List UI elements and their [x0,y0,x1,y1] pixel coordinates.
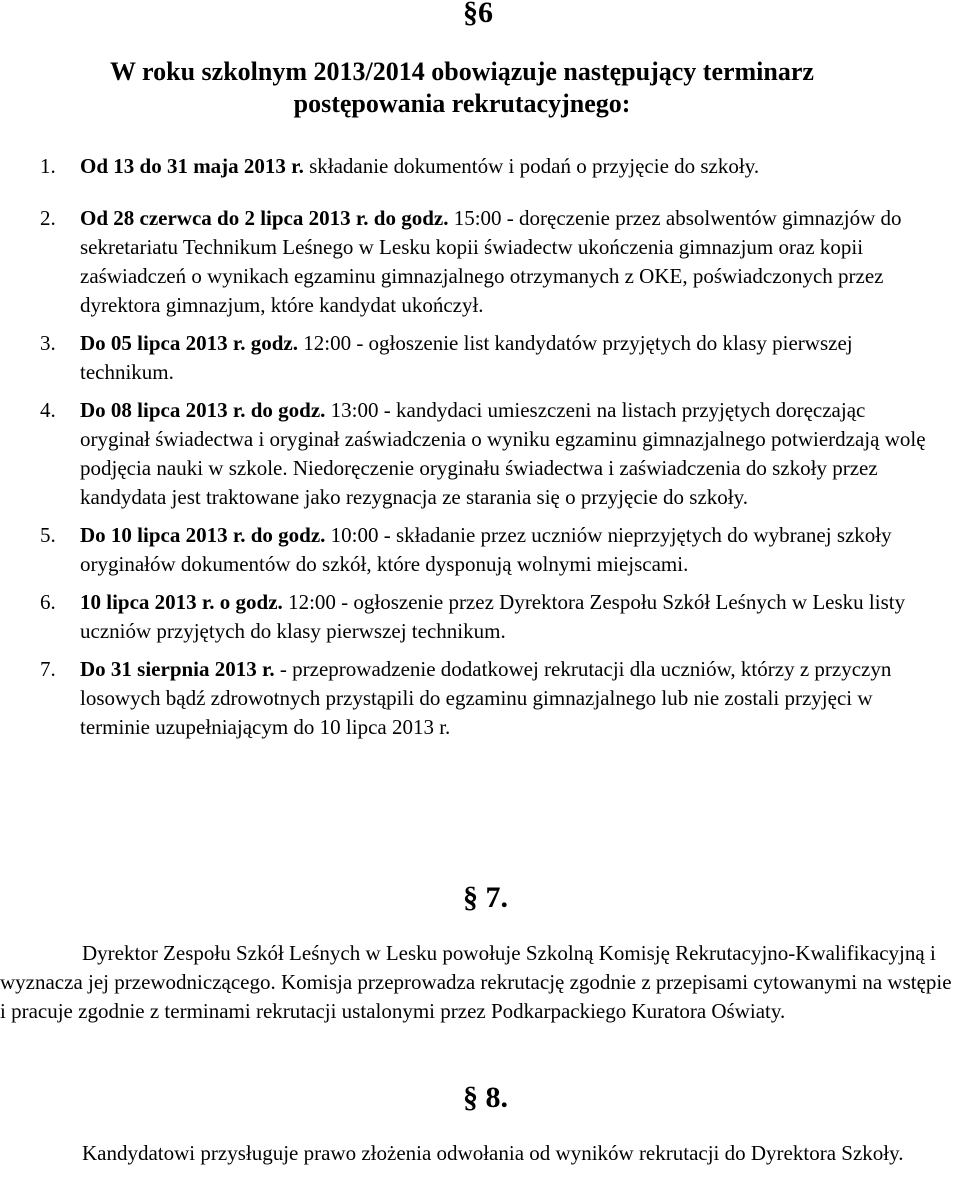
item-text [80,204,940,320]
item-description: 12:00 - ogłoszenie list kandydatów przyjętych do klasy pierwszej technikum. [80,331,853,384]
item-number: 6. [40,590,56,614]
section-8-text: Kandydatowi przysługuje prawo złożenia odwołania od wyników rekrutacji do Dyrektora Szkoły. [82,1141,904,1165]
item-date: Do 10 lipca 2013 r. do godz. [80,523,326,547]
item-date: Do 08 lipca 2013 r. do godz. [80,398,326,422]
schedule-item-2 [40,204,940,320]
item-date: Od 13 do 31 maja 2013 r. [80,154,304,178]
item-number: 1. [40,154,56,178]
item-number: 7. [40,657,56,681]
section-6-heading [82,56,842,120]
item-date: Do 31 sierpnia 2013 r. [80,657,275,681]
item-text [80,655,940,742]
section-6-symbol: §6 [463,0,493,29]
item-text [80,588,940,646]
section-8-paragraph [0,1139,955,1168]
item-number: 4. [40,398,56,422]
schedule-item-6 [40,588,940,646]
schedule-item-5 [40,521,940,579]
item-text [80,521,940,579]
item-number: 3. [40,331,56,355]
schedule-item-4 [40,396,940,512]
schedule-item-3 [40,329,940,387]
item-text [80,152,940,181]
item-description: 10:00 - składanie przez uczniów nieprzyjętych do wybranej szkoły oryginałów dokumentów do szkół, które dysponują wolnymi miejscami. [80,523,892,576]
item-date: 10 lipca 2013 r. o godz. [80,590,283,614]
item-description: 15:00 - doręczenie przez absolwentów gimnazjów do sekretariatu Technikum Leśnego w Lesku kopii świadectw ukończenia gimnazjum oraz kopii zaświadczeń o wynikach egzaminu gimnazjalnego otrzymanych z OKE, poświadczonych przez dyrektora gimnazjum, które kandydat ukończył. [80,206,902,317]
heading-line-1: W roku szkolnym 2013/2014 obowiązuje następujący terminarz [110,57,814,86]
item-number: 2. [40,206,56,230]
section-8-symbol: § 8. [463,1081,508,1114]
section-7-symbol: § 7. [463,881,508,914]
item-date: Od 28 czerwca do 2 lipca 2013 r. do godz. [80,206,449,230]
item-number: 5. [40,523,56,547]
section-7-text: Dyrektor Zespołu Szkół Leśnych w Lesku powołuje Szkolną Komisję Rekrutacyjno-Kwalifikacyjną i wyznacza jej przewodniczącego. Komisja przeprowadza rekrutację zgodnie z przepisami cytowanymi na wstępie i pracuje zgodnie z terminami rekrutacji ustalonymi przez Podkarpackiego Kuratora Oświaty. [0,941,952,1023]
item-description: 12:00 - ogłoszenie przez Dyrektora Zespołu Szkół Leśnych w Lesku listy uczniów przyjętych do klasy pierwszej technikum. [80,590,906,643]
schedule-item-7 [40,655,940,742]
item-text [80,329,940,387]
item-text [80,396,940,512]
item-description: składanie dokumentów i podań o przyjęcie do szkoły. [303,154,760,178]
schedule-list [40,152,940,751]
item-description: 13:00 - kandydaci umieszczeni na listach przyjętych doręczając oryginał świadectwa i oryginał zaświadczenia o wyniku egzaminu gimnazjalnego potwierdzają wolę podjęcia nauki w szkole. Niedoręczenie oryginału świadectwa i zaświadczenia do szkoły przez kandydata jest traktowane jako rezygnacja ze starania się o przyjęcie do szkoły. [80,398,926,509]
section-7-paragraph [0,939,955,1026]
schedule-item-1 [40,152,940,181]
item-description: - przeprowadzenie dodatkowej rekrutacji dla uczniów, którzy z przyczyn losowych bądź zdrowotnych przystąpili do egzaminu gimnazjalnego lub nie zostali przyjęci w terminie uzupełniającym do 10 lipca 2013 r. [80,657,892,739]
item-date: Do 05 lipca 2013 r. godz. [80,331,298,355]
heading-line-2: postępowania rekrutacyjnego: [293,89,631,118]
